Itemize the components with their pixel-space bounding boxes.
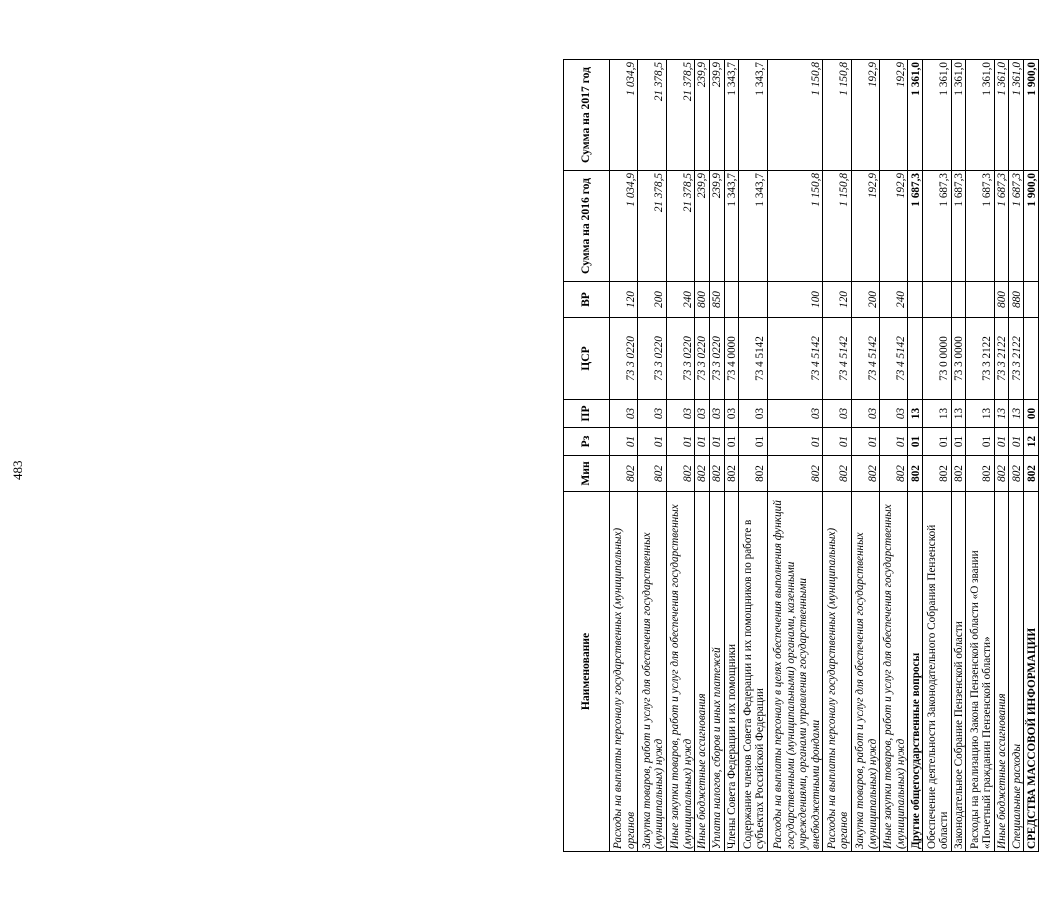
amount-2017-cell: 192,9	[880, 60, 908, 171]
row-name-cell: Расходы на выплаты персоналу в целях обеспечения выполнения функций государственными (муниципальными) органами, казенными учреждениями, органами управления государственными внебюджетными фондами	[767, 492, 823, 852]
row-name-cell: Иные закупки товаров, работ и услуг для обеспечения государственных (муниципальных) нужд	[666, 492, 694, 852]
amount-2016-cell: 1 687,3	[966, 171, 994, 282]
target-article-cell: 73 4 0000	[724, 318, 739, 400]
section-code-cell: 01	[880, 428, 908, 456]
ministry-code-cell: 802	[994, 456, 1009, 492]
header-cell: ПР	[564, 400, 610, 428]
amount-2016-cell: 1 687,3	[951, 171, 966, 282]
section-code-cell: 01	[739, 428, 767, 456]
table-row	[966, 60, 994, 852]
row-name-cell: Другие общегосударственные вопросы	[908, 492, 923, 852]
subsection-code-cell: 03	[610, 400, 638, 428]
amount-2017-cell: 1 361,0	[951, 60, 966, 171]
ministry-code-cell: 802	[739, 456, 767, 492]
header-cell: ВР	[564, 282, 610, 318]
target-article-cell: 73 3 0220	[666, 318, 694, 400]
section-code-cell: 01	[1009, 428, 1024, 456]
target-article-cell: 73 3 0220	[709, 318, 724, 400]
section-code-cell: 01	[908, 428, 923, 456]
expense-type-cell: 800	[695, 282, 710, 318]
expense-type-cell	[724, 282, 739, 318]
expense-type-cell	[951, 282, 966, 318]
header-cell: Рз	[564, 428, 610, 456]
subsection-code-cell: 03	[724, 400, 739, 428]
table-row	[908, 60, 923, 852]
amount-2017-cell: 1 343,7	[724, 60, 739, 171]
ministry-code-cell: 802	[666, 456, 694, 492]
subsection-code-cell: 13	[923, 400, 951, 428]
target-article-cell: 73 3 0220	[610, 318, 638, 400]
subsection-code-cell: 03	[767, 400, 823, 428]
section-code-cell: 01	[724, 428, 739, 456]
section-code-cell: 12	[1024, 428, 1039, 456]
row-name-cell: Иные бюджетные ассигнования	[994, 492, 1009, 852]
amount-2016-cell: 239,9	[709, 171, 724, 282]
section-code-cell: 01	[638, 428, 666, 456]
expense-type-cell: 240	[880, 282, 908, 318]
ministry-code-cell: 802	[709, 456, 724, 492]
section-code-cell: 01	[966, 428, 994, 456]
expense-type-cell: 800	[994, 282, 1009, 318]
section-code-cell: 01	[951, 428, 966, 456]
header-cell: Сумма на 2017 год	[564, 60, 610, 171]
amount-2016-cell: 1 150,8	[767, 171, 823, 282]
ministry-code-cell: 802	[724, 456, 739, 492]
amount-2017-cell: 1 361,0	[1009, 60, 1024, 171]
ministry-code-cell: 802	[767, 456, 823, 492]
row-name-cell: Иные бюджетные ассигнования	[695, 492, 710, 852]
amount-2017-cell: 21 378,5	[666, 60, 694, 171]
table-row	[823, 60, 851, 852]
amount-2017-cell: 239,9	[709, 60, 724, 171]
amount-2017-cell: 1 900,0	[1024, 60, 1039, 171]
target-article-cell: 73 3 0220	[695, 318, 710, 400]
ministry-code-cell: 802	[1009, 456, 1024, 492]
section-code-cell: 01	[610, 428, 638, 456]
target-article-cell: 73 4 5142	[767, 318, 823, 400]
row-name-cell: Члены Совета Федерации и их помощники	[724, 492, 739, 852]
table-row	[851, 60, 879, 852]
header-cell: Сумма на 2016 год	[564, 171, 610, 282]
table-row	[695, 60, 710, 852]
target-article-cell: 73 3 2122	[994, 318, 1009, 400]
subsection-code-cell: 13	[951, 400, 966, 428]
expense-type-cell: 850	[709, 282, 724, 318]
amount-2017-cell: 192,9	[851, 60, 879, 171]
amount-2016-cell: 239,9	[695, 171, 710, 282]
amount-2016-cell: 1 687,3	[908, 171, 923, 282]
amount-2017-cell: 1 361,0	[923, 60, 951, 171]
table-row	[610, 60, 638, 852]
expense-type-cell	[923, 282, 951, 318]
ministry-code-cell: 802	[966, 456, 994, 492]
row-name-cell: Расходы на выплаты персоналу государственных (муниципальных) органов	[610, 492, 638, 852]
amount-2016-cell: 1 150,8	[823, 171, 851, 282]
table-body	[610, 60, 1039, 852]
header-cell: ЦСР	[564, 318, 610, 400]
row-name-cell: Уплата налогов, сборов и иных платежей	[709, 492, 724, 852]
amount-2016-cell: 1 343,7	[739, 171, 767, 282]
amount-2017-cell: 239,9	[695, 60, 710, 171]
row-name-cell: Закупка товаров, работ и услуг для обеспечения государственных (муниципальных) нужд	[851, 492, 879, 852]
expense-type-cell	[739, 282, 767, 318]
subsection-code-cell: 03	[823, 400, 851, 428]
table-row	[767, 60, 823, 852]
row-name-cell: Законодательное Собрание Пензенской области	[951, 492, 966, 852]
table-row	[638, 60, 666, 852]
target-article-cell: 73 4 5142	[851, 318, 879, 400]
amount-2017-cell: 1 361,0	[908, 60, 923, 171]
budget-table	[563, 59, 1039, 852]
amount-2017-cell: 1 361,0	[966, 60, 994, 171]
ministry-code-cell: 802	[610, 456, 638, 492]
amount-2017-cell: 1 150,8	[823, 60, 851, 171]
expense-type-cell: 200	[638, 282, 666, 318]
subsection-code-cell: 03	[709, 400, 724, 428]
rotated-table-container	[563, 60, 1039, 852]
subsection-code-cell: 03	[695, 400, 710, 428]
expense-type-cell: 240	[666, 282, 694, 318]
section-code-cell: 01	[695, 428, 710, 456]
ministry-code-cell: 802	[1024, 456, 1039, 492]
expense-type-cell: 200	[851, 282, 879, 318]
expense-type-cell: 880	[1009, 282, 1024, 318]
expense-type-cell: 100	[767, 282, 823, 318]
table-row	[724, 60, 739, 852]
target-article-cell: 73 3 0220	[638, 318, 666, 400]
amount-2016-cell: 1 900,0	[1024, 171, 1039, 282]
row-name-cell: Закупка товаров, работ и услуг для обеспечения государственных (муниципальных) нужд	[638, 492, 666, 852]
ministry-code-cell: 802	[923, 456, 951, 492]
section-code-cell: 01	[851, 428, 879, 456]
amount-2017-cell: 21 378,5	[638, 60, 666, 171]
ministry-code-cell: 802	[908, 456, 923, 492]
target-article-cell: 73 4 5142	[823, 318, 851, 400]
amount-2016-cell: 21 378,5	[638, 171, 666, 282]
ministry-code-cell: 802	[638, 456, 666, 492]
header-cell: Мин	[564, 456, 610, 492]
expense-type-cell	[966, 282, 994, 318]
table-row	[994, 60, 1009, 852]
expense-type-cell: 120	[823, 282, 851, 318]
amount-2017-cell: 1 361,0	[994, 60, 1009, 171]
subsection-code-cell: 03	[638, 400, 666, 428]
ministry-code-cell: 802	[695, 456, 710, 492]
subsection-code-cell: 03	[666, 400, 694, 428]
row-name-cell: Иные закупки товаров, работ и услуг для обеспечения государственных (муниципальных) нужд	[880, 492, 908, 852]
amount-2016-cell: 1 687,3	[1009, 171, 1024, 282]
row-name-cell: Расходы на реализацию Закона Пензенской области «О звании «Почетный гражданин Пензенской области»	[966, 492, 994, 852]
row-name-cell: Обеспечение деятельности Законодательного Собрания Пензенской области	[923, 492, 951, 852]
row-name-cell: Специальные расходы	[1009, 492, 1024, 852]
page-number: 483	[10, 460, 25, 480]
section-code-cell: 01	[666, 428, 694, 456]
amount-2017-cell: 1 343,7	[739, 60, 767, 171]
table-header-row	[564, 60, 610, 852]
row-name-cell: Расходы на выплаты персоналу государственных (муниципальных) органов	[823, 492, 851, 852]
amount-2016-cell: 1 343,7	[724, 171, 739, 282]
section-code-cell: 01	[923, 428, 951, 456]
table-row	[709, 60, 724, 852]
ministry-code-cell: 802	[951, 456, 966, 492]
header-cell: Наименование	[564, 492, 610, 852]
target-article-cell	[1024, 318, 1039, 400]
amount-2017-cell: 1 034,9	[610, 60, 638, 171]
subsection-code-cell: 03	[880, 400, 908, 428]
table-row	[923, 60, 951, 852]
target-article-cell: 73 0 0000	[923, 318, 951, 400]
table-row	[666, 60, 694, 852]
target-article-cell: 73 3 2122	[966, 318, 994, 400]
amount-2016-cell: 1 687,3	[923, 171, 951, 282]
amount-2016-cell: 21 378,5	[666, 171, 694, 282]
section-code-cell: 01	[709, 428, 724, 456]
expense-type-cell	[1024, 282, 1039, 318]
amount-2016-cell: 1 034,9	[610, 171, 638, 282]
amount-2016-cell: 1 687,3	[994, 171, 1009, 282]
subsection-code-cell: 03	[851, 400, 879, 428]
target-article-cell	[908, 318, 923, 400]
section-code-cell: 01	[767, 428, 823, 456]
row-name-cell: СРЕДСТВА МАССОВОЙ ИНФОРМАЦИИ	[1024, 492, 1039, 852]
section-code-cell: 01	[994, 428, 1009, 456]
amount-2017-cell: 1 150,8	[767, 60, 823, 171]
subsection-code-cell: 13	[1009, 400, 1024, 428]
amount-2016-cell: 192,9	[880, 171, 908, 282]
table-row	[880, 60, 908, 852]
ministry-code-cell: 802	[880, 456, 908, 492]
target-article-cell: 73 3 2122	[1009, 318, 1024, 400]
target-article-cell: 73 4 5142	[739, 318, 767, 400]
expense-type-cell: 120	[610, 282, 638, 318]
target-article-cell: 73 3 0000	[951, 318, 966, 400]
expense-type-cell	[908, 282, 923, 318]
table-row	[1009, 60, 1024, 852]
target-article-cell: 73 4 5142	[880, 318, 908, 400]
table-row	[951, 60, 966, 852]
subsection-code-cell: 03	[739, 400, 767, 428]
subsection-code-cell: 13	[908, 400, 923, 428]
table-row	[1024, 60, 1039, 852]
ministry-code-cell: 802	[851, 456, 879, 492]
subsection-code-cell: 13	[994, 400, 1009, 428]
subsection-code-cell: 00	[1024, 400, 1039, 428]
amount-2016-cell: 192,9	[851, 171, 879, 282]
section-code-cell: 01	[823, 428, 851, 456]
row-name-cell: Содержание членов Совета Федерации и их помощников по работе в субъектах Российской Федерации	[739, 492, 767, 852]
ministry-code-cell: 802	[823, 456, 851, 492]
subsection-code-cell: 13	[966, 400, 994, 428]
table-row	[739, 60, 767, 852]
